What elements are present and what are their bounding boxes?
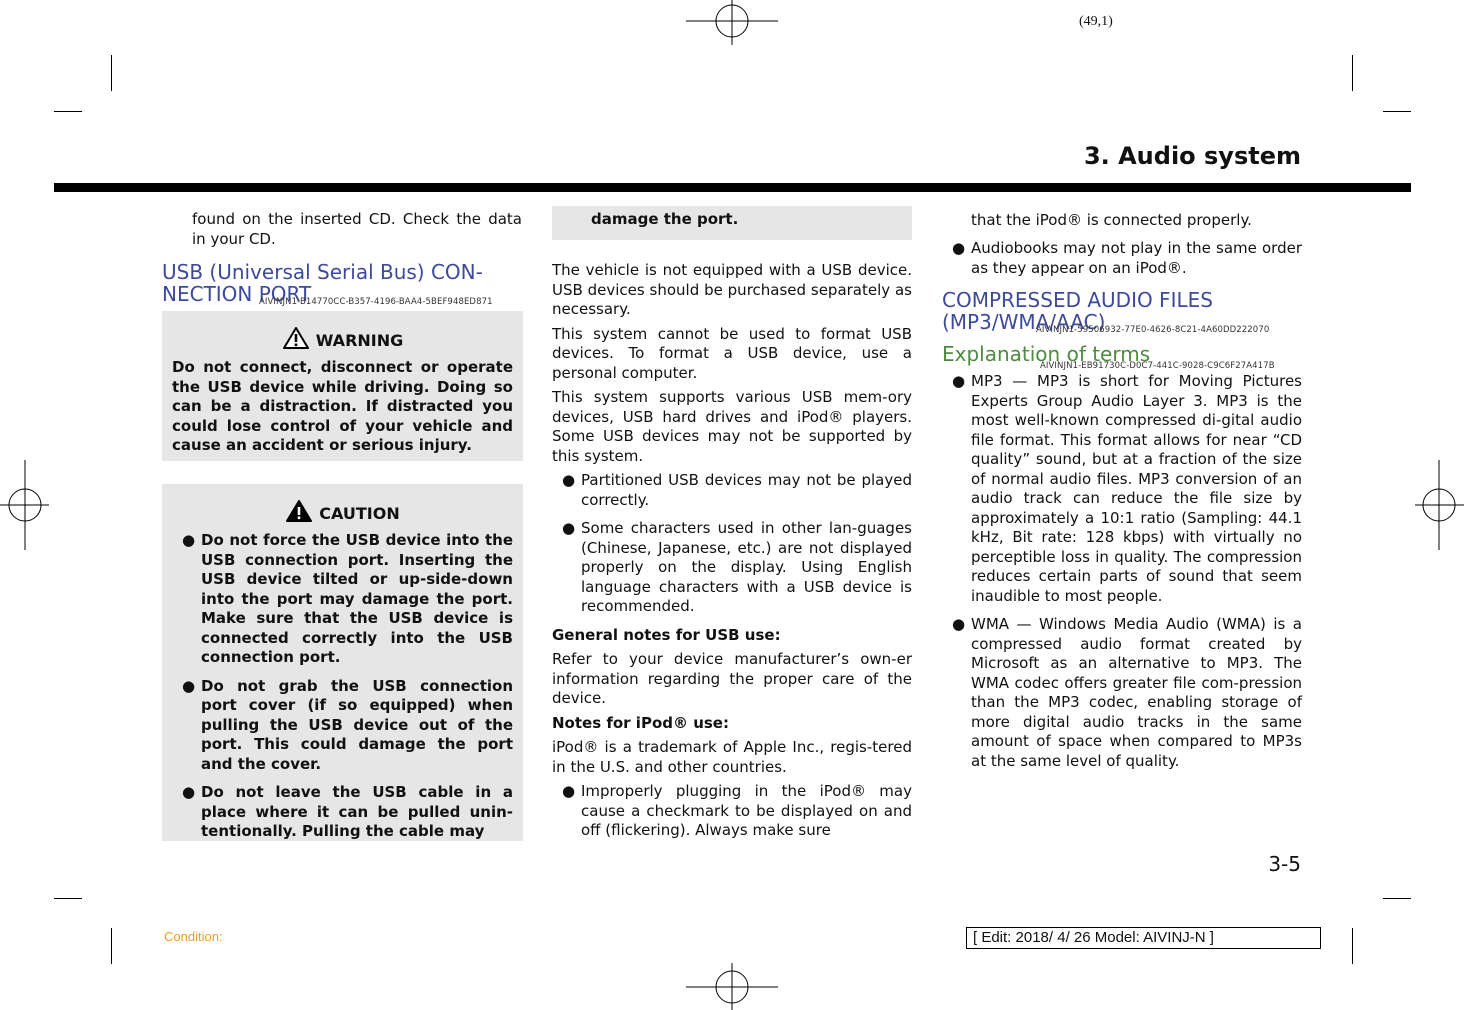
col1-intro: found on the inserted CD. Check the data in your CD. — [192, 210, 522, 248]
bullet-icon: ● — [952, 615, 966, 633]
usb-heading-id: AIVINJN1-B14770CC-B357-4196-BAA4-5BEF948ED871 — [259, 297, 493, 307]
subheading: General notes for USB use: — [552, 625, 781, 644]
bullet-icon: ● — [182, 783, 196, 801]
caution-title: CAUTION — [319, 504, 400, 523]
col3-continuation: that the iPod® is connected properly. — [971, 211, 1252, 229]
compressed-audio-heading: COMPRESSED AUDIO FILES (MP3/WMA/AAC) — [942, 288, 1213, 334]
explanation-heading-id: AIVINJN1-EB91730C-D0C7-441C-9028-C9C6F27A417B — [1040, 361, 1275, 371]
list-item: ● WMA — Windows Media Audio (WMA) is a compressed audio format created by Microsoft as an alternative to MP3. The WMA codec offers greater file com-pression than the MP3 codec, enabling storage of more digital audio tracks in the same amount of space when compared to MP3s at the same level of quality. — [952, 615, 1302, 770]
paragraph: This system cannot be used to format USB devices. To format a USB device, use a personal computer. — [552, 324, 912, 382]
col2-body — [552, 261, 912, 841]
warning-title: WARNING — [315, 331, 404, 350]
caution-triangle-icon — [285, 499, 313, 523]
bullet-icon: ● — [952, 239, 966, 257]
bullet-icon: ● — [182, 531, 196, 549]
warning-box — [162, 311, 523, 461]
explanation-heading: Explanation of terms — [942, 342, 1151, 366]
bullet-icon: ● — [952, 372, 966, 390]
caution-item: ● Do not grab the USB connection port cover (if so equipped) when pulling the USB device out of the port. This could damage the port and the cover. — [182, 676, 513, 773]
bullet-icon: ● — [562, 782, 576, 800]
paragraph: iPod® is a trademark of Apple Inc., regis-tered in the U.S. and other countries. — [552, 738, 912, 776]
list-item: ● Improperly plugging in the iPod® may cause a checkmark to be displayed on and off (flickering). Always make sure — [562, 782, 912, 839]
caution-item: ● Do not force the USB device into the USB connection port. Inserting the USB device tilted or up-side-down into the port may damage the port. Make sure that the USB device is connected correctly into the USB connection port. — [182, 531, 513, 666]
page-number: 3-5 — [1268, 852, 1301, 876]
bullet-icon: ● — [562, 519, 576, 537]
paragraph: This system supports various USB mem-ory devices, USB hard drives and iPod® players. Some USB devices may not be supported by this system. — [552, 388, 912, 465]
compressed-audio-heading-id: AIVINJN1-59506932-77E0-4626-8C21-4A60DD222070 — [1036, 325, 1270, 335]
list-item: ● Some characters used in other lan-guages (Chinese, Japanese, etc.) are not displayed properly on the display. Using English language characters with a USB device is recommended. — [562, 519, 912, 615]
bullet-icon: ● — [182, 676, 196, 695]
warning-triangle-icon — [282, 326, 310, 350]
caution-continuation: damage the port. — [591, 210, 739, 228]
caution-item: ● Do not leave the USB cable in a place where it can be pulled unin-tentionally. Pulling the cable may — [182, 783, 513, 840]
list-item: ● MP3 — MP3 is short for Moving Pictures Experts Group Audio Layer 3. MP3 is the most well-known compressed di-gital audio file format. This format allows for near “CD quality” sound, but at a fraction of the size of normal audio files. MP3 conversion of an audio track can reduce the file size by approximately a 10:1 ratio (Sampling: 44.1 kHz, Bit rate: 128 kbps) with virtually no perceptible loss in quality. The compression reduces certain parts of sound that seem inaudible to most people. — [952, 372, 1302, 605]
list-item: ● Audiobooks may not play in the same order as they appear on an iPod®. — [952, 239, 1302, 277]
list-item: ● Partitioned USB devices may not be played correctly. — [562, 471, 912, 509]
edit-info: [ Edit: 2018/ 4/ 26 Model: AIVINJ-N ] — [966, 927, 1321, 949]
condition-label: Condition: — [164, 929, 223, 944]
usb-heading: USB (Universal Serial Bus) CON-NECTION PORT — [162, 260, 483, 306]
caution-continuation-box — [552, 206, 912, 240]
subheading: Notes for iPod® use: — [552, 713, 729, 732]
warning-title-row — [162, 326, 523, 350]
header-rule — [54, 183, 1411, 192]
caution-list — [172, 531, 513, 842]
warning-text: Do not connect, disconnect or operate the USB device while driving. Doing so can be a distraction. If distracted you could lose control of your vehicle and cause an accident or serious injury. — [172, 358, 513, 454]
col3-first-list — [942, 239, 1302, 278]
col3-terms-list — [942, 372, 1302, 771]
bullet-icon: ● — [562, 471, 576, 489]
paragraph: Refer to your device manufacturer’s own-er information regarding the proper care of the device. — [552, 650, 912, 707]
paragraph: The vehicle is not equipped with a USB device. USB devices should be purchased separately as necessary. — [552, 261, 912, 318]
page-code: (49,1) — [1079, 14, 1113, 29]
caution-title-row — [162, 499, 523, 523]
chapter-title: 3. Audio system — [1083, 142, 1301, 170]
caution-box — [162, 484, 523, 841]
